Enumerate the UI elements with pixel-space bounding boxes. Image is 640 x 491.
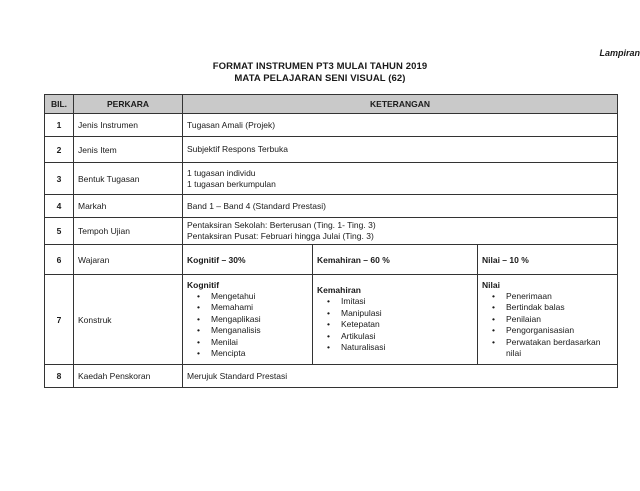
table-row <box>45 195 618 218</box>
row-perkara: Kaedah Penskoran <box>74 365 183 388</box>
list-item: • Penerimaan <box>506 291 613 303</box>
header-keterangan: KETERANGAN <box>183 95 618 114</box>
list-item: • Perwatakan berdasarkan nilai <box>506 337 613 360</box>
konstruk-list <box>482 291 613 360</box>
row-number: 6 <box>45 245 74 275</box>
table-row <box>45 218 618 245</box>
header-bil: BIL. <box>45 95 74 114</box>
list-item: • Pengorganisasian <box>506 325 613 337</box>
row-keterangan <box>183 114 618 137</box>
list-item: • Menilai <box>211 337 308 349</box>
keterangan-line: 1 tugasan individu <box>187 167 256 178</box>
row-number: 8 <box>45 365 74 388</box>
row-number: 7 <box>45 275 74 365</box>
list-item: • Mengaplikasi <box>211 314 308 326</box>
row-number: 5 <box>45 218 74 245</box>
table-row <box>45 137 618 163</box>
list-item: • Ketepatan <box>341 319 473 331</box>
list-item: • Imitasi <box>341 296 473 308</box>
list-item: • Artikulasi <box>341 331 473 343</box>
row-keterangan <box>183 218 618 245</box>
konstruk-heading: Nilai <box>482 279 500 290</box>
list-item: • Menganalisis <box>211 325 308 337</box>
table-row <box>45 365 618 388</box>
konstruk-kemahiran <box>313 275 478 365</box>
wajaran-kemahiran: Kemahiran – 60 % <box>313 245 478 275</box>
lampiran-label: Lampiran <box>599 48 640 58</box>
keterangan-line: Band 1 – Band 4 (Standard Prestasi) <box>187 200 326 211</box>
row-perkara: Wajaran <box>74 245 183 275</box>
keterangan-line: 1 tugasan berkumpulan <box>187 178 276 189</box>
list-item: • Naturalisasi <box>341 342 473 354</box>
list-item: • Mencipta <box>211 348 308 360</box>
list-item: • Mengetahui <box>211 291 308 303</box>
row-perkara: Konstruk <box>74 275 183 365</box>
wajaran-nilai: Nilai – 10 % <box>478 245 618 275</box>
konstruk-list <box>187 291 308 360</box>
konstruk-heading: Kognitif <box>187 279 220 290</box>
row-perkara: Jenis Item <box>74 137 183 163</box>
document-title: FORMAT INSTRUMEN PT3 MULAI TAHUN 2019 <box>212 61 428 72</box>
row-number: 4 <box>45 195 74 218</box>
konstruk-kognitif <box>183 275 313 365</box>
row-keterangan: Merujuk Standard Prestasi <box>183 365 618 388</box>
header-perkara: PERKARA <box>74 95 183 114</box>
table-header-row <box>45 95 618 114</box>
konstruk-list <box>317 296 473 354</box>
konstruk-heading: Kemahiran <box>317 285 361 296</box>
keterangan-line: Pentaksiran Sekolah: Berterusan (Ting. 1- Ting. 3) <box>187 220 376 230</box>
row-perkara: Jenis Instrumen <box>74 114 183 137</box>
list-item: • Penilaian <box>506 314 613 326</box>
row-keterangan <box>183 137 618 163</box>
row-number: 3 <box>45 163 74 195</box>
list-item: • Manipulasi <box>341 308 473 320</box>
table-row-wajaran <box>45 245 618 275</box>
list-item: • Bertindak balas <box>506 302 613 314</box>
row-keterangan <box>183 195 618 218</box>
row-number: 2 <box>45 137 74 163</box>
row-perkara: Tempoh Ujian <box>74 218 183 245</box>
row-number: 1 <box>45 114 74 137</box>
keterangan-line: Pentaksiran Pusat: Februari hingga Julai (Ting. 3) <box>187 231 374 241</box>
row-perkara: Bentuk Tugasan <box>74 163 183 195</box>
konstruk-nilai <box>478 275 618 365</box>
table-row <box>45 163 618 195</box>
wajaran-kognitif: Kognitif – 30% <box>183 245 313 275</box>
table-row-konstruk <box>45 275 618 365</box>
list-item: • Memahami <box>211 302 308 314</box>
document-subtitle: MATA PELAJARAN SENI VISUAL (62) <box>234 73 406 84</box>
table-row <box>45 114 618 137</box>
keterangan-line: Subjektif Respons Terbuka <box>187 144 288 154</box>
row-perkara: Markah <box>74 195 183 218</box>
row-keterangan <box>183 163 618 195</box>
keterangan-line: Tugasan Amali (Projek) <box>187 119 276 130</box>
format-table <box>44 94 618 388</box>
